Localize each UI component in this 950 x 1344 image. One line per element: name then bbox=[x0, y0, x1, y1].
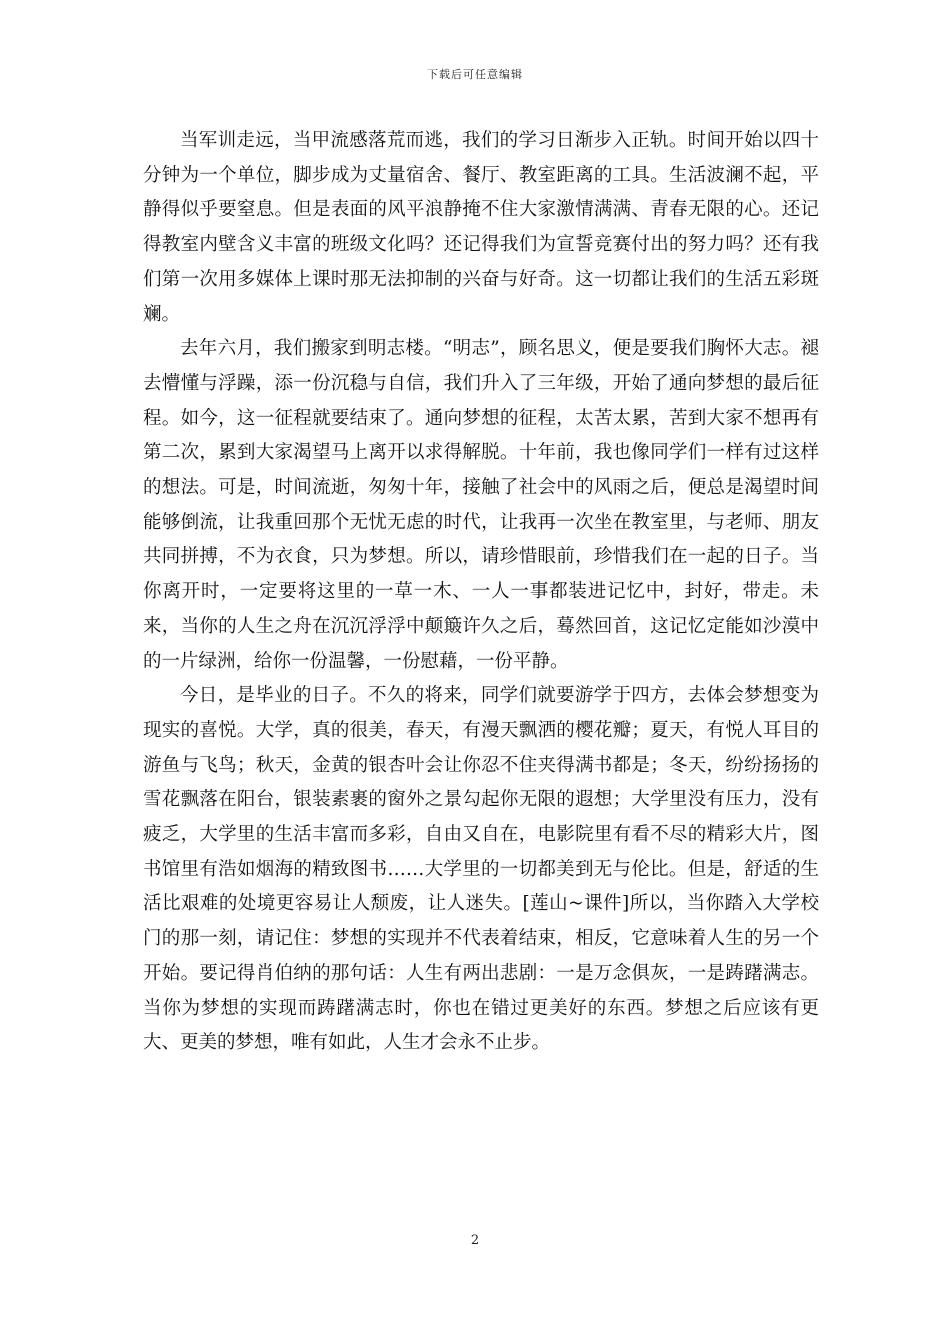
document-body bbox=[143, 124, 819, 1061]
page-number: 2 bbox=[470, 1233, 480, 1248]
paragraph-3: 今日，是毕业的日子。不久的将来，同学们就要游学于四方，去体会梦想变为现实的喜悦。大学，真的很美，春天，有漫天飘洒的樱花瓣；夏天，有悦人耳目的游鱼与飞鸟；秋天，金黄的银杏叶会让你忍不住夹得满书都是；冬天，纷纷扬扬的雪花飘落在阳台，银装素裹的窗外之景勾起你无限的遐想；大学里没有压力，没有疲乏，大学里的生活丰富而多彩，自由又自在，电影院里有看不尽的精彩大片，图书馆里有浩如烟海的精致图书……大学里的一切都美到无与伦比。但是，舒适的生活比艰难的处境更容易让人颓废，让人迷失。[莲山~课件]所以，当你踏入大学校门的那一刻，请记住：梦想的实现并不代表着结束，相反，它意味着人生的另一个开始。要记得肖伯纳的那句话：人生有两出悲剧：一是万念俱灰，一是踌躇满志。当你为梦想的实现而踌躇满志时，你也在错过更美好的东西。梦想之后应该有更大、更美的梦想，唯有如此，人生才会永不止步。 bbox=[143, 685, 819, 1054]
page-header: 下载后可任意编辑 bbox=[427, 68, 523, 81]
paragraph-2: 去年六月，我们搬家到明志楼。“明志”，顾名思义，便是要我们胸怀大志。褪去懵懂与浮躁，添一份沉稳与自信，我们升入了三年级，开始了通向梦想的最后征程。如今，这一征程就要结束了。通向梦想的征程，太苦太累，苦到大家不想再有第二次，累到大家渴望马上离开以求得解脱。十年前，我也像同学们一样有过这样的想法。可是，时间流逝，匆匆十年，接触了社会中的风雨之后，便总是渴望时间能够倒流，让我重回那个无忧无虑的时代，让我再一次坐在教室里，与老师、朋友共同拼搏，不为衣食，只为梦想。所以，请珍惜眼前，珍惜我们在一起的日子。当你离开时，一定要将这里的一草一木、一人一事都装进记忆中，封好，带走。未来，当你的人生之舟在沉沉浮浮中颠簸许久之后，蓦然回首，这记忆定能如沙漠中的一片绿洲，给你一份温馨，一份慰藉，一份平静。 bbox=[143, 338, 819, 672]
paragraph-1: 当军训走远，当甲流感落荒而逃，我们的学习日渐步入正轨。时间开始以四十分钟为一个单位，脚步成为丈量宿舍、餐厅、教室距离的工具。生活波澜不起，平静得似乎要窒息。但是表面的风平浪静掩不住大家激情满满、青春无限的心。还记得教室内壁含义丰富的班级文化吗？还记得我们为宣誓竞赛付出的努力吗？还有我们第一次用多媒体上课时那无法抑制的兴奋与好奇。这一切都让我们的生活五彩斑斓。 bbox=[143, 130, 819, 325]
